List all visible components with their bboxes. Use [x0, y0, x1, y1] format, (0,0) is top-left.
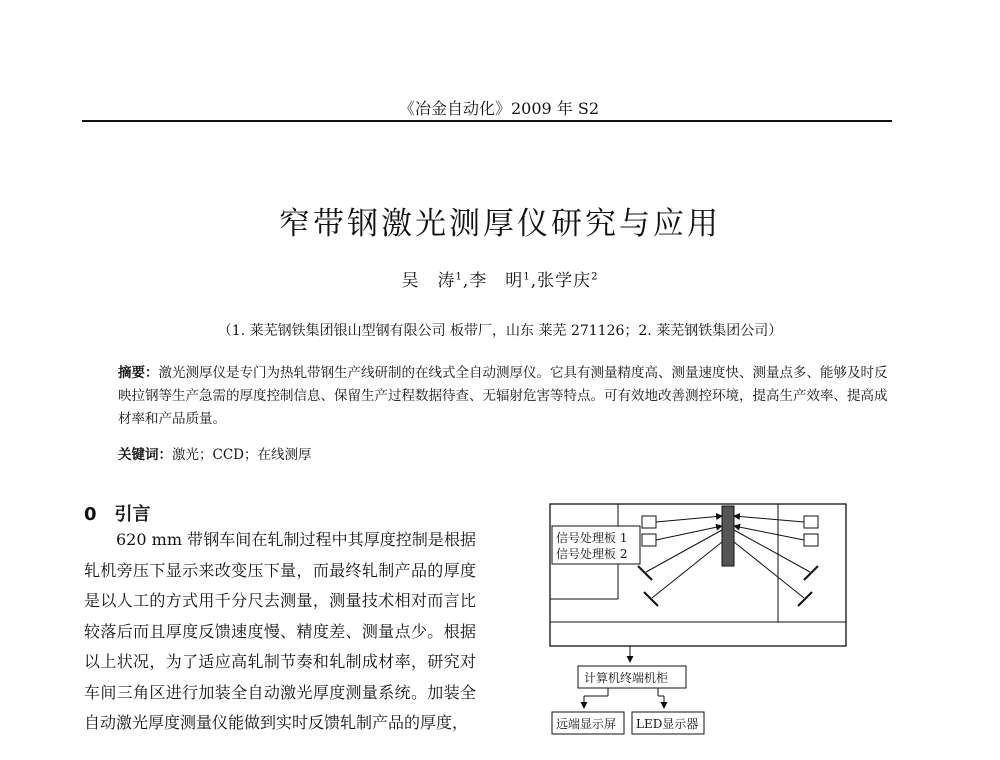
author-list	[0, 266, 1000, 291]
ccd-camera	[638, 566, 652, 580]
abstract	[118, 362, 888, 431]
author-affiliation-mark: 2	[591, 271, 599, 283]
reflected-beam	[734, 542, 804, 598]
ccd-camera	[644, 592, 658, 606]
author-affiliation-mark: 1	[455, 271, 463, 283]
header-rule	[82, 120, 892, 122]
section-number: 0	[84, 504, 97, 525]
left-sensor-box	[642, 516, 656, 528]
keywords	[118, 443, 888, 463]
author-name: 吴 涛	[401, 271, 456, 291]
system-diagram	[548, 494, 868, 756]
laser-beam	[656, 516, 722, 522]
laser-beam	[656, 526, 722, 540]
paper-title: 窄带钢激光测厚仪研究与应用	[279, 206, 721, 242]
board-2-label: 信号处理板 2	[556, 547, 628, 561]
laser-beam	[734, 526, 804, 540]
system-diagram-svg	[548, 494, 868, 756]
keywords-text: 激光；CCD；在线测厚	[172, 447, 312, 463]
section-body: 620 mm 带钢车间在轧制过程中其厚度控制是根据轧机旁压下显示来改变压下量，而最终轧制产品的厚度是以人工的方式用千分尺去测量，测量技术相对而言比较落后而且厚度反馈速度慢、精度差、测量点少。根据以上状况，为了适应高轧制节奏和轧制成材率，研究对车间三角区进行加装全自动激光厚度测量系统。加装全自动激光厚度测量仪能做到实时反馈轧制产品的厚度，	[84, 530, 476, 732]
diagram-outer-frame	[550, 504, 846, 646]
reflected-beam	[652, 542, 722, 598]
author-separator: ,	[462, 271, 470, 291]
right-sensor-box	[804, 516, 818, 528]
remote-display-label: 远端显示屏	[556, 717, 617, 731]
right-sensor-box	[804, 534, 818, 546]
ccd-camera	[804, 566, 818, 580]
journal-header: 《冶金自动化》2009 年 S2	[398, 99, 600, 118]
abstract-text: 激光测厚仪是专门为热轧带钢生产线研制的在线式全自动测厚仪。它具有测量精度高、测量速度快、测量点多、能够及时反映拉钢等生产急需的厚度控制信息、保留生产过程数据待查、无辐射危害等特点。可有效地改善测控环境，提高生产效率、提高成材率和产品质量。	[118, 365, 888, 427]
author-name: 张学庆	[537, 271, 592, 291]
affiliations: （1. 莱芜钢铁集团银山型钢有限公司 板带厂，山东 莱芜 271126；2. 莱芜钢铁集团公司）	[217, 323, 783, 339]
steel-strip	[722, 506, 734, 566]
ccd-camera	[798, 592, 812, 606]
led-display-label: LED显示器	[636, 717, 699, 731]
computer-cabinet-label: 计算机终端机柜	[584, 671, 669, 685]
board-1-label: 信号处理板 1	[556, 531, 628, 545]
author-name: 李 明	[469, 271, 524, 291]
section-title: 引言	[114, 504, 151, 525]
keywords-label: 关键词：	[118, 447, 172, 463]
laser-beam	[734, 516, 804, 522]
author-affiliation-mark: 1	[523, 271, 531, 283]
author-separator: ,	[530, 271, 538, 291]
left-sensor-box	[642, 534, 656, 546]
section-heading	[84, 500, 151, 526]
abstract-label: 摘要：	[118, 365, 159, 381]
